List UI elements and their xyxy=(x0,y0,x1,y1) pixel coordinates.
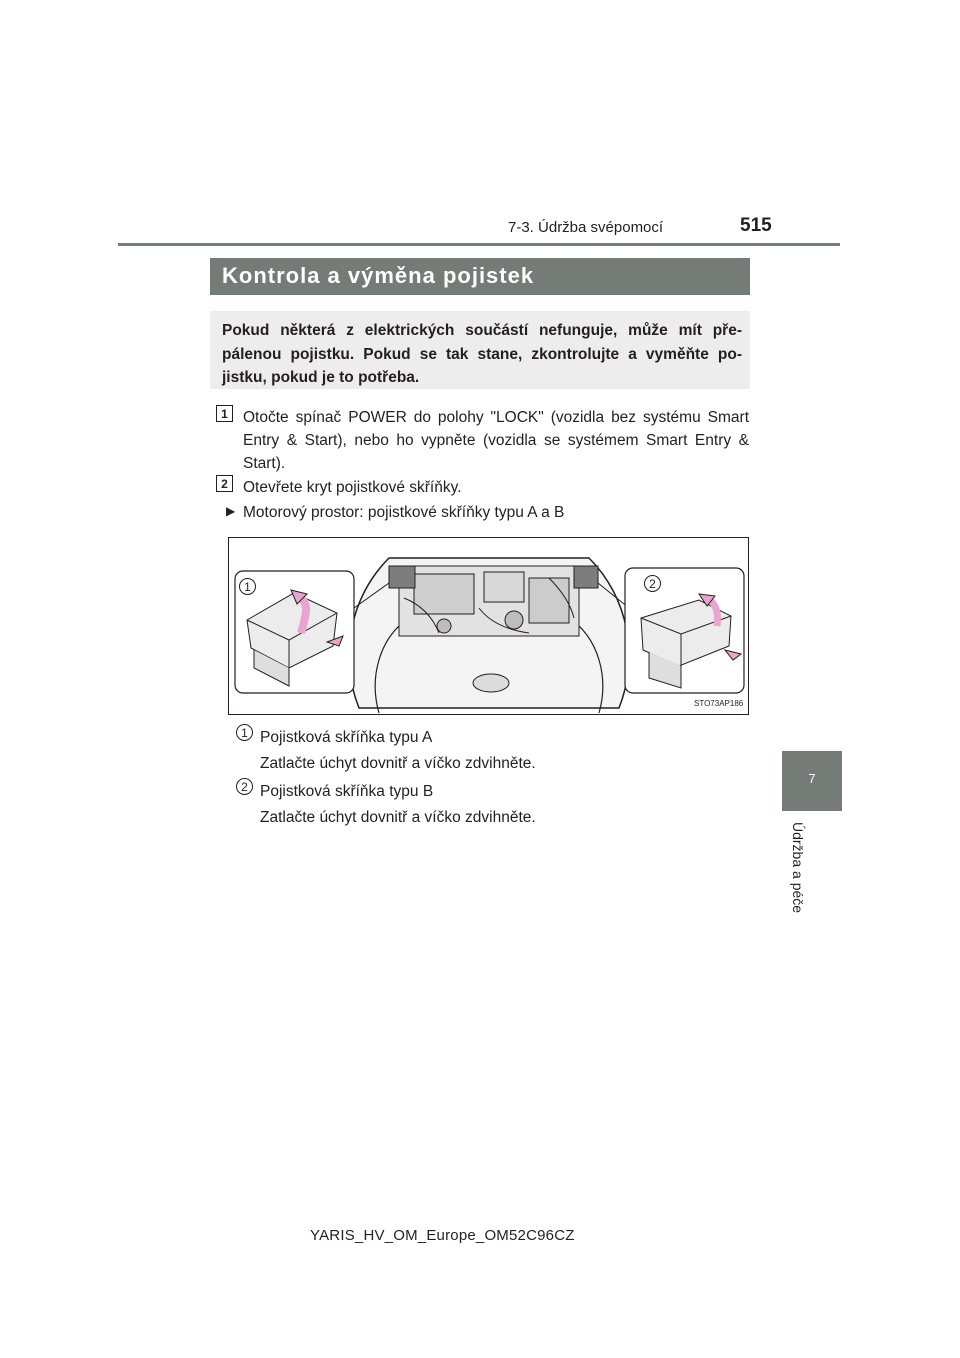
legend-title-2: Pojistková skříňka typu B xyxy=(260,783,434,800)
section-title: Kontrola a výměna pojistek xyxy=(222,263,535,288)
figure-callout-1: 1 xyxy=(239,578,256,595)
chapter-tab-label: Údržba a péče xyxy=(790,822,806,914)
chapter-tab-number: 7 xyxy=(808,771,816,786)
legend-number-2: 2 xyxy=(236,778,253,795)
figure-code: STO73AP186 xyxy=(694,699,744,708)
intro-text: Pokud některá z elektrických součástí nefunguje, může mít pře-pálenou pojistku. Pokud se tak stane, zkontrolujte a vyměňte po-jistku, pokud je to potřeba. xyxy=(222,322,742,386)
legend-title-1: Pojistková skříňka typu A xyxy=(260,729,433,746)
triangle-right-icon: ▶ xyxy=(226,504,236,518)
bullet-text: Motorový prostor: pojistkové skříňky typu A a B xyxy=(243,504,565,521)
figure-callout-2: 2 xyxy=(644,575,661,592)
step-2-text: Otevřete kryt pojistkové skříňky. xyxy=(243,479,462,496)
header-rule xyxy=(118,243,840,246)
step-number-1: 1 xyxy=(216,405,233,422)
step-number-2: 2 xyxy=(216,475,233,492)
step-1-text: Otočte spínač POWER do polohy "LOCK" (vozidla bez systému Smart Entry & Start), nebo ho vypněte (vozidla se systémem Smart Entry & Start). xyxy=(243,409,749,472)
header-section-title: 7-3. Údržba svépomocí xyxy=(508,219,664,236)
document-footer-code: YARIS_HV_OM_Europe_OM52C96CZ xyxy=(310,1227,575,1244)
legend-desc-2: Zatlačte úchyt dovnitř a víčko zdvihněte. xyxy=(260,809,536,826)
legend-number-1: 1 xyxy=(236,724,253,741)
engine-compartment-figure xyxy=(228,537,749,715)
page-number: 515 xyxy=(740,215,772,236)
legend-desc-1: Zatlačte úchyt dovnitř a víčko zdvihněte. xyxy=(260,755,536,772)
engine-compartment-illustration xyxy=(229,538,749,715)
